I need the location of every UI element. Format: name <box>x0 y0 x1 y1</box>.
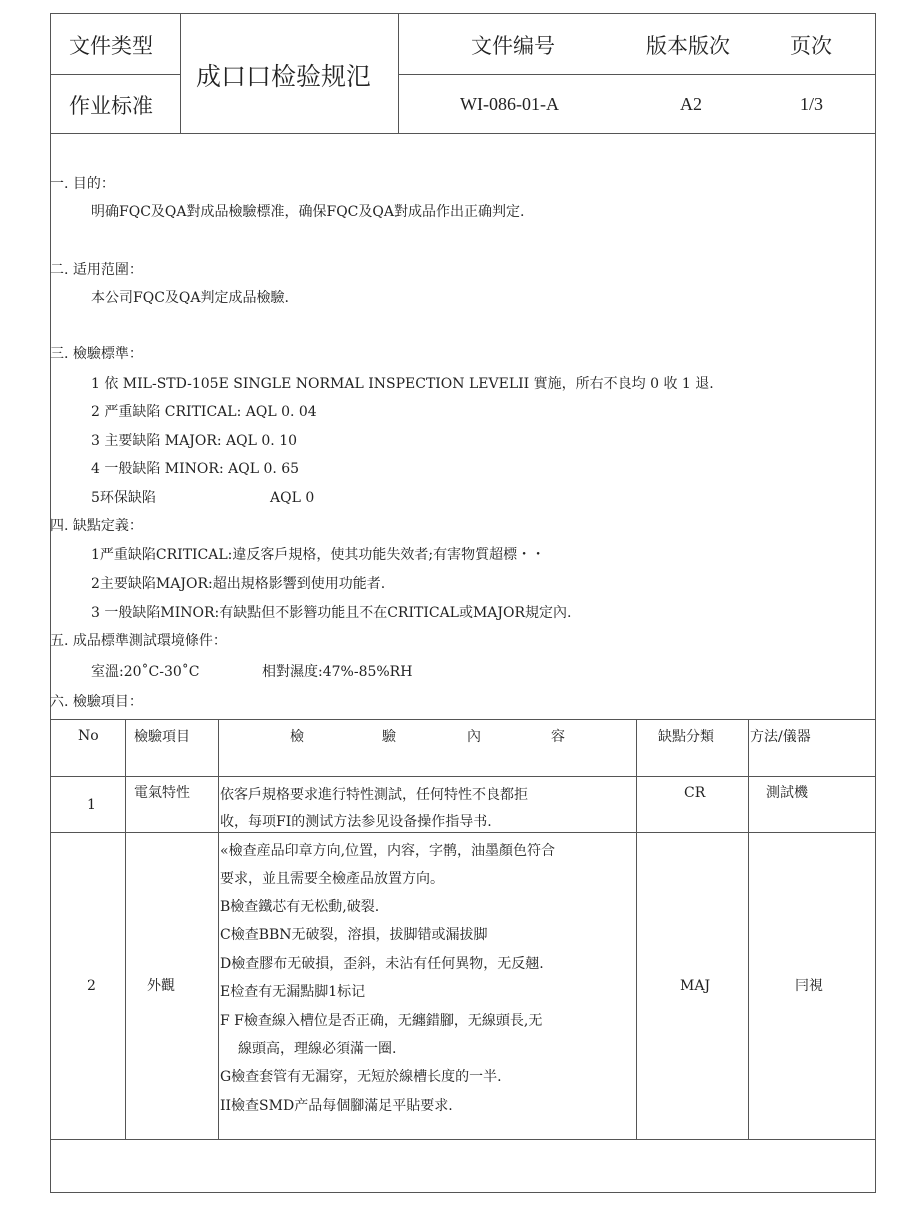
doc-no-label: 文件编号 <box>471 34 555 58</box>
doc-type-label: 文件类型 <box>69 34 153 58</box>
section-standard-heading: 三. 檢驗標準： <box>50 346 143 362</box>
row-2-item: 外觀 <box>147 978 175 994</box>
table-header-content-2: 驗 <box>382 729 396 745</box>
section-purpose-text: 明确FQC及QA對成品檢驗標准，确保FQC及QA對成品作出正确判定. <box>91 204 525 220</box>
table-col-divider-no <box>125 719 126 1139</box>
document-title: 成口口检验规氾 <box>196 62 372 91</box>
header-row-divider-left <box>50 74 180 75</box>
row-2-defect: MAJ <box>680 978 711 994</box>
standard-line-3: 3 主要缺陷 MAJOR: AQL 0. 10 <box>91 433 298 449</box>
standard-line-5: 5环保缺陷 <box>91 490 156 506</box>
header-row-divider-right <box>398 74 876 75</box>
header-bottom-border <box>50 133 876 134</box>
section-items-heading: 六. 檢驗項目： <box>50 694 143 710</box>
row-1-no: 1 <box>87 797 96 813</box>
header-col-divider-1 <box>180 13 181 133</box>
row-2-content-line-3: B檢查鐵芯有无松動,破裂. <box>220 899 380 915</box>
table-header-bottom <box>50 776 876 777</box>
page-value: 1/3 <box>800 94 824 114</box>
section-scope-heading: 二. 适用范圍： <box>50 262 143 278</box>
row-2-content-line-1: «檢查産品印章方向,位置，内容，字鹘，油墨顏色符合 <box>220 843 556 859</box>
table-col-divider-defect <box>748 719 749 1139</box>
table-header-content-3: 內 <box>467 729 481 745</box>
table-header-no: No <box>78 728 99 744</box>
section-env-heading: 五. 成品標準測試環境條件： <box>50 633 227 649</box>
row-2-content-line-10: II檢查SMD产品每個腳滿足平貼要求. <box>220 1098 453 1114</box>
table-header-method: 方法/儀器 <box>750 729 811 745</box>
defect-def-line-3: 3 一般缺陷MINOR:有缺點但不影簪功能且不在CRITICAL或MAJOR規定內. <box>91 605 572 621</box>
row-2-content-line-2: 要求，並且需要全檢產品放置方向。 <box>220 871 444 887</box>
row-1-content-line-1: 依客戶規格要求進行特性測試，任何特性不良都拒 <box>220 787 528 803</box>
defect-def-line-1: 1严重缺陷CRITICAL:違反客戶規格，使其功能失效者;有害物質超標・・ <box>91 547 546 563</box>
table-col-divider-item <box>218 719 219 1139</box>
section-defect-def-heading: 四. 缺點定義： <box>50 518 143 534</box>
row-2-content-line-9: G檢查套管有无漏穿，无短於線槽长度的一半. <box>220 1069 502 1085</box>
defect-def-line-2: 2主要缺陷MAJOR:超出規格影響到使用功能者. <box>91 576 386 592</box>
table-header-content-1: 檢 <box>290 729 304 745</box>
table-row-2-bottom <box>50 1139 876 1140</box>
row-2-no: 2 <box>87 978 96 994</box>
table-header-content-4: 容 <box>551 729 565 745</box>
standard-line-5-aql: AQL 0 <box>270 490 315 506</box>
section-scope-text: 本公司FQC及QA判定成品檢驗. <box>91 290 289 306</box>
version-value: A2 <box>680 94 702 114</box>
row-1-method: 測試機 <box>766 785 808 801</box>
standard-line-1: 1 依 MIL-STD-105E SINGLE NORMAL INSPECTION LEVELII 實施，所右不良均 0 收 1 退. <box>91 376 714 392</box>
row-1-item: 電氣特性 <box>134 785 190 801</box>
row-2-content-line-8: 線頭高，理線必須滿一圈. <box>238 1041 397 1057</box>
page-label: 页次 <box>790 34 832 58</box>
row-1-defect: CR <box>684 785 706 801</box>
table-header-defect: 缺點分類 <box>658 729 714 745</box>
table-header-item: 檢驗項目 <box>134 729 190 745</box>
row-2-content-line-6: E检查有无漏點脚1标记 <box>220 984 366 1000</box>
standard-line-2: 2 严重缺陷 CRITICAL: AQL 0. 04 <box>91 404 317 420</box>
doc-type-value: 作业标准 <box>69 94 153 118</box>
version-label: 版本版次 <box>646 34 730 58</box>
row-2-content-line-7: F F檢查線入槽位是否正确，无纏錯腳，无線頭長,无 <box>220 1013 543 1029</box>
doc-no-value: WI-086-01-A <box>460 94 559 114</box>
standard-line-4: 4 一般缺陷 MINOR: AQL 0. 65 <box>91 461 300 477</box>
env-temperature: 室溫:20˚C-30˚C <box>91 664 200 680</box>
header-col-divider-2 <box>398 13 399 133</box>
row-2-content-line-5: D檢查膠布无破損，歪斜，未沾有任何異物，无反翹. <box>220 956 544 972</box>
row-2-content-line-4: C檢查BBN无破裂，溶損，拔脚错或漏拔脚 <box>220 927 488 943</box>
row-2-method: 冃視 <box>795 978 823 994</box>
section-purpose-heading: 一. 目的： <box>50 176 115 192</box>
table-col-divider-content <box>636 719 637 1139</box>
table-top-border <box>50 719 876 720</box>
env-humidity: 相對濕度:47%-85%RH <box>262 664 413 680</box>
table-row-1-bottom <box>50 832 876 833</box>
row-1-content-line-2: 收，每项FI的测试方法参见设备操作指导书. <box>220 814 492 830</box>
